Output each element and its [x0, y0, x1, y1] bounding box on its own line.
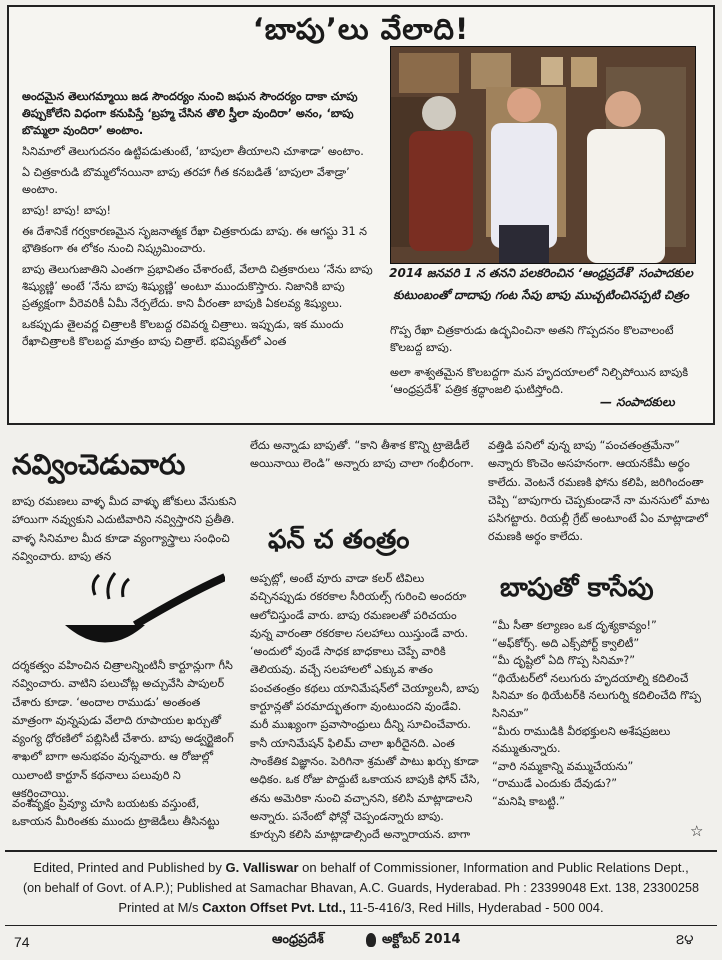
feature-paragraph: సినిమాలో తెలుగుదనం ఉట్టిపడుతుంటే, ‘బాపులా తీయాలని చూశాడా’ అంటాం. — [22, 145, 364, 158]
qa-line: “మీ సీతా కల్యాణం ఒక దృశ్యకావ్యం!” — [492, 619, 657, 632]
qa-line: “అఫ్‌కోర్స్. అది ఎక్స్‌పోర్ట్ క్వాలిటీ” — [492, 636, 640, 650]
article-right-top: వత్తిడి పనిలో వున్న బాపు “పంచతంత్రమేనా” అన్నారు కొంచెం అసహనంగా. ఆయనకేమీ అర్థం కాలేదు. వెంటనే రమణకి ఫోను కలిపి, జరిగిందంతా చెప్పి “బాపుగారు చెప్పకుండానే నా మనసులో మాట పసిగట్టారు. రియల్లీ గ్రేట్ అంటూంటే ఏం మాట్లాడాలో రమణకి అర్థం కాలేదు. — [488, 439, 710, 544]
issue-month-year: అక్టోబర్ 2014 — [382, 932, 461, 947]
feature-paragraph: బాపు! బాపు! బాపు! — [22, 204, 111, 217]
feature-left-column — [22, 88, 374, 354]
page-bar-rule — [5, 925, 717, 926]
photo-illustration — [391, 47, 695, 263]
feature-paragraph: ఒకప్పుడు తైలవర్ణ చిత్రాలకి కొలబద్ద రవివర్మ చిత్రాలు. ఇప్పుడు, ఇక ముందు రేఖాచిత్రాలకి కొలబద్ద మాత్రం బాపు చిత్రాలే. భవిష్యత్‌లో ఎంత — [22, 318, 344, 348]
qa-line: “వారి నమ్మకాన్ని వమ్ముచేయను” — [492, 759, 634, 773]
heading-baputo-kasepu: బాపుతో కాసేపు — [500, 573, 654, 603]
magazine-name: ఆంధ్రప్రదేశ్ — [272, 932, 324, 947]
ladle-icon — [35, 565, 225, 657]
feature-intro: అందమైన తెలుగమ్మాయి జడ సౌందర్యం నుంచి జఘన సౌందర్యం దాకా చూపు తిప్పుకోలేని విధంగా కనుపిస్తే ‘బ్రహ్మ చేసిన తొలి స్త్రీలా వుందిరా’ అనం, ‘బాపు బొమ్మలా వుందిరా’ అంటాం. — [22, 90, 358, 137]
telugu-page-number: ౭౪ — [676, 932, 694, 948]
imprint-line-2: (on behalf of Govt. of A.P.); Published at Samachar Bhavan, A.C. Guards, Hyderabad. Ph : 23399048 Ext. 138, 23300258 — [22, 881, 700, 895]
feature-paragraph: గొప్ప రేఖా చిత్రకారుడు ఉద్భవించినా అతని గొప్పదనం కొలవాలంటే కొలబద్ద బాపు. — [390, 324, 674, 354]
feature-paragraph: ఈ దేశానికే గర్వకారణమైన సృజనాత్మక రేఖా చిత్రకారుడు బాపు. ఈ ఆగస్టు 31 న భౌతికంగా ఈ లోకం నుంచి నిష్క్రమించారు. — [22, 225, 367, 255]
ladle-illustration — [35, 565, 225, 657]
feature-paragraph: ఏ చిత్రకారుడి బొమ్మలోనయినా బాపు తరహా గీత కనబడితే ‘బాపులా వేశాడ్రా’ అంటాం. — [22, 166, 350, 196]
article-middle-body: అప్పట్లో, అంటే వూరు వాడా కలర్ టివిలు వచ్చినప్పుడు రకరకాల సీరియల్స్ గురించి అందరూ ఆలోచిస్తుండే వారు. బాపు రమణలతో పరిచయం వున్న వారంతా రకరకాల సలహాలు యిస్తుండే వారు. ‘అందులో వుండే సాధక బాధకాలు చెప్పే వారికి తెలియవు. వచ్చే సలహాలలో ఎక్కువ శాతం పంచతంత్రం కథలు యానిమేషన్‌లో చెయ్యాలనీ, బాపు కార్టూన్లతో పరమాద్భుతంగా వుంటుందని వుండేవి. మరీ ముఖ్యంగా ప్రవాసాంధ్రులు దీన్ని సూచించేవారు. కానీ యానిమేషన్ ఫిలిమ్ చాలా ఖరీదైనది. ఎంత సాంకేతిక విజ్ఞానం. పెరిగినా శ్రమతో పాటు ఖర్చు కూడా అధికం. ఒక రోజు పొద్దుటే ఒకాయన బాపుకి ఫోన్ చేసి, తను అమెరికా నుంచి వచ్చానని, కలిసి మాట్లాడాలని అన్నారు. పనేంటో ఫోన్లో చెప్పండన్నారు బాపు. కూర్చుని కలిసి మాట్లాడాల్సిందే అన్నారాయన. బాగా — [250, 572, 480, 842]
editor-signature: — సంపాదకులు — [600, 395, 675, 409]
heading-navvinchevaru: నవ్వించెడువారు — [12, 448, 186, 481]
feature-right-column — [390, 322, 696, 402]
article-left-p1: బాపు రమణలు వాళ్ళ మీద వాళ్ళు జోకులు వేసుకుని హాయిగా నవ్వుకుని ఎదుటివారిని నవ్విస్తారని ప్రతీతి. వాళ్ళ సినిమాల మీద కూడా వ్యంగ్యాస్త్రాలు సంధించి నవ్వించారు. బాపు తన — [12, 495, 237, 563]
photo-caption: 2014 జనవరి 1 న తనని పలకరించిన ‘ఆంధ్రప్రదేశ్’ సంపాదకుల కుటుంబంతో దాదాపు గంట సేపు బాపు ముచ్చటించినప్పటి చిత్రం — [389, 266, 693, 302]
feature-paragraph: అలా శాశ్వతమైన కొలబద్దగా మన హృదయాలలో నిల్చిపోయిన బాపుకి ‘ఆంధ్రప్రదేశ్’ పత్రిక శ్రద్ధాంజలి ఘటిస్తోంది. — [390, 366, 689, 396]
article-middle-top: లేదు అన్నాడు బాపుతో. “కాని తీశాక కొన్ని ట్రాజెడీలే అయినాయి లెండి” అన్నారు బాపు చాలా గంభీరంగా. — [250, 439, 474, 471]
imprint-line-1: Edited, Printed and Published by G. Valliswar on behalf of Commissioner, Information and Public Relations Dept., — [33, 860, 689, 875]
qa-line: “థియేటర్‌లో నలుగురు హృదయాల్ని కదిలించే సినిమా కం థియేటర్‌కి నలుగుర్ని కదిలించేది గొప్ప సినిమా” — [492, 671, 701, 720]
end-star-icon: ☆ — [690, 822, 704, 840]
imprint-line-3: Printed at M/s Caxton Offset Pvt. Ltd., 11-5-416/3, Red Hills, Hyderabad - 500 004. — [118, 900, 604, 915]
feature-paragraph: బాపు తెలుగుజాతిని ఎంతగా ప్రభావితం చేశారంటే, వేలాది చిత్రకారులు ‘నేను బాపు శిష్యుణ్ణి’ అంటే ‘నేను బాపు శిష్యుణ్ణి’ అంటూ ముందుకొస్తారు. నిజానికి బాపు ప్రత్యక్షంగా వీరెవరికీ ఏమీ నేర్పలేదు. కాని వీరంతా బాపుకి ఏకలవ్య శిష్యులు. — [22, 263, 373, 310]
bapu-photo — [390, 46, 696, 264]
qa-line: “మీరు రాముడికి వీరభక్తులని అశేషప్రజలు నమ్ముతున్నారు. — [492, 724, 671, 756]
qa-line: “మనిషి కాబట్టి.” — [492, 794, 566, 808]
article-left-p3: వంశవృక్షం ప్రివ్యూ చూసి బయటకు వస్తుంటే, ఒకాయన మీరింతకు ముందు ట్రాజెడీలు తీసినట్టు — [12, 797, 220, 829]
page-number: 74 — [14, 934, 30, 950]
interview-qa — [492, 617, 714, 811]
qa-line: “రాముడే ఎందుకు దేవుడు?” — [492, 777, 618, 791]
heading-fun-cha-tantram: ఫన్ చ తంత్రం — [268, 525, 410, 555]
lamp-icon — [366, 933, 376, 947]
feature-title: ‘బాపు’లు వేలాది! — [252, 12, 470, 46]
article-left-p2: దర్శకత్వం వహించిన చిత్రాలన్నింటినీ కార్టూన్లుగా గీసి నవ్వించారు. వాటిని పలుచోట్ల అచ్చువేసి పాపులర్ చేశారు కూడా. ‘అందాల రాముడు’ అంతంత మాత్రంగా వున్నపుడు వేలాది రూపాయల ఖర్చుతో వ్యంగ్య ధోరణిలో పబ్లిసిటీ చేశారు. బాపు అడ్వర్టైజింగ్ శాఖలో బాగా అనుభవం వున్నవారు. ఆ రోజుల్లో యిలాంటి కార్టూన్ కథనాలు పలువురి ని ఆకర్షించాయి. — [12, 659, 234, 801]
qa-line: “మీ దృష్టిలో ఏది గొప్ప సినిమా?” — [492, 654, 636, 668]
footer-rule — [5, 850, 717, 852]
